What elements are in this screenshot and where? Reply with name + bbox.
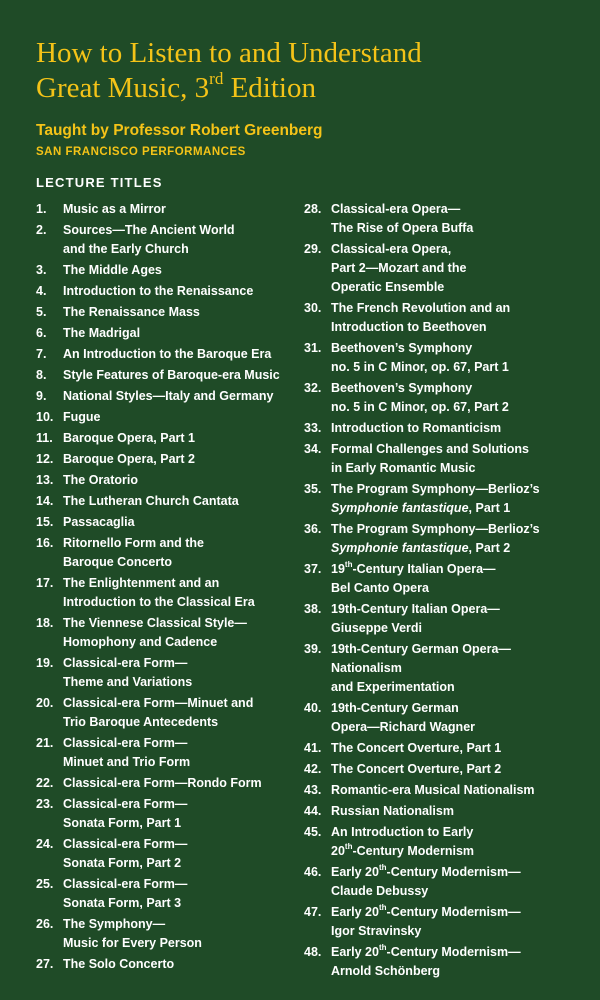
lecture-number: 42. [304, 762, 322, 776]
lecture-item [36, 492, 296, 511]
lecture-number: 5. [36, 305, 47, 319]
lecture-title: The Program Symphony—Berlioz’s [331, 482, 540, 496]
lecture-title [331, 560, 594, 579]
lecture-item [304, 739, 594, 758]
lecture-title-cont: Homophony and Cadence [63, 635, 218, 649]
lecture-title: Classical-era Form— [63, 797, 188, 811]
lecture-number: 48. [304, 945, 322, 959]
lecture-item [304, 339, 594, 377]
lecture-number: 32. [304, 381, 322, 395]
lecture-title-cont: Arnold Schönberg [331, 964, 441, 978]
lecture-title: Classical-era Form—Rondo Form [63, 776, 262, 790]
lecture-title: 19th-Century German [331, 701, 459, 715]
lecture-title-cont: The Rise of Opera Buffa [331, 221, 474, 235]
lecture-item [36, 774, 296, 793]
lecture-title-cont: Sonata Form, Part 2 [63, 856, 182, 870]
lecture-item [36, 221, 296, 259]
lecture-title: Classical-era Form— [63, 877, 188, 891]
lecture-title: The Oratorio [63, 473, 139, 487]
lecture-title-cont: no. 5 in C Minor, op. 67, Part 2 [331, 400, 509, 414]
lecture-number: 44. [304, 804, 322, 818]
lecture-number: 16. [36, 536, 54, 550]
lecture-list-right [304, 200, 594, 983]
lecture-title: The Viennese Classical Style— [63, 616, 247, 630]
course-title-line-2: Great Music, 3 [36, 72, 210, 104]
title-part: Early 20 [331, 945, 379, 959]
lecture-number: 20. [36, 696, 54, 710]
lecture-title: Passacaglia [63, 515, 135, 529]
lecture-title: Formal Challenges and Solutions [331, 442, 529, 456]
lecture-title: Classical-era Form— [63, 837, 188, 851]
title-part: -Century Modernism— [386, 905, 521, 919]
lecture-title: Classical-era Form—Minuet and [63, 696, 254, 710]
lecture-title-cont: Operatic Ensemble [331, 280, 445, 294]
lecture-item [304, 379, 594, 417]
lecture-title-cont: and the Early Church [63, 242, 189, 256]
lecture-number: 24. [36, 837, 54, 851]
lecture-number: 12. [36, 452, 54, 466]
ordinal-superscript: th [344, 559, 353, 569]
lecture-title-cont: Sonata Form, Part 1 [63, 816, 182, 830]
lecture-item [304, 760, 594, 779]
lecture-number: 39. [304, 642, 322, 656]
lecture-number: 38. [304, 602, 322, 616]
lecture-number: 37. [304, 562, 322, 576]
lecture-title-cont: Minuet and Trio Form [63, 755, 191, 769]
lecture-item [304, 520, 594, 558]
lecture-title: Classical-era Form— [63, 656, 188, 670]
lecture-title: Baroque Opera, Part 2 [63, 452, 195, 466]
lecture-item [304, 943, 594, 981]
lecture-item [304, 480, 594, 518]
lecture-item [304, 240, 594, 297]
lecture-item [304, 802, 594, 821]
title-part: 20 [331, 844, 345, 858]
lecture-title-cont: Opera—Richard Wagner [331, 720, 476, 734]
lecture-number: 19. [36, 656, 54, 670]
lecture-item [36, 408, 296, 427]
lecture-number: 8. [36, 368, 47, 382]
lecture-title: Classical-era Opera— [331, 202, 461, 216]
lecture-title: An Introduction to the Baroque Era [63, 347, 272, 361]
course-title-line-2-end: Edition [223, 72, 316, 104]
lecture-title: 19th-Century Italian Opera— [331, 602, 500, 616]
lecture-item [36, 200, 296, 219]
work-title-italic: Symphonie fantastique [331, 541, 469, 555]
lecture-item [304, 699, 594, 737]
lecture-number: 31. [304, 341, 322, 355]
lecture-title-cont: Igor Stravinsky [331, 924, 422, 938]
lecture-title: Romantic-era Musical Nationalism [331, 783, 535, 797]
lecture-item [304, 299, 594, 337]
lecture-title: Fugue [63, 410, 101, 424]
lecture-item [36, 471, 296, 490]
lecture-title-cont [331, 539, 594, 558]
lecture-title-cont: Trio Baroque Antecedents [63, 715, 219, 729]
lecture-number: 7. [36, 347, 47, 361]
lecture-title: The Concert Overture, Part 1 [331, 741, 502, 755]
lecture-title: The Program Symphony—Berlioz’s [331, 522, 540, 536]
lecture-title-cont: Music for Every Person [63, 936, 202, 950]
lecture-title: Style Features of Baroque-era Music [63, 368, 280, 382]
lecture-item [304, 440, 594, 478]
lecture-item [36, 261, 296, 280]
lecture-number: 41. [304, 741, 322, 755]
lecture-item [304, 781, 594, 800]
lecture-number: 40. [304, 701, 322, 715]
lecture-number: 17. [36, 576, 54, 590]
lecture-number: 33. [304, 421, 322, 435]
lecture-number: 34. [304, 442, 322, 456]
lecture-title-cont: Nationalism [331, 661, 402, 675]
work-title-italic: Symphonie fantastique [331, 501, 469, 515]
lecture-item [36, 574, 296, 612]
lecture-item [36, 366, 296, 385]
lecture-title-rest: , Part 1 [468, 501, 511, 515]
course-title-line-1: How to Listen to and Understand [36, 37, 422, 69]
lecture-item [36, 387, 296, 406]
lecture-title [331, 863, 594, 882]
lecture-item [36, 614, 296, 652]
lecture-title [331, 903, 594, 922]
lecture-title-cont: Giuseppe Verdi [331, 621, 423, 635]
lecture-title: The Madrigal [63, 326, 141, 340]
lecture-number: 6. [36, 326, 47, 340]
lecture-title-cont: Baroque Concerto [63, 555, 173, 569]
lecture-title: 19th-Century German Opera— [331, 642, 511, 656]
lecture-item [36, 345, 296, 364]
title-part: -Century Modernism— [386, 945, 521, 959]
title-part: -Century Italian Opera— [352, 562, 496, 576]
lecture-item [36, 875, 296, 913]
lecture-item [304, 200, 594, 238]
lecture-number: 10. [36, 410, 54, 424]
lecture-number: 28. [304, 202, 322, 216]
lecture-title-cont: Part 2—Mozart and the [331, 261, 467, 275]
lecture-title: The Middle Ages [63, 263, 162, 277]
lecture-number: 47. [304, 905, 322, 919]
title-part: -Century Modernism— [386, 865, 521, 879]
lecture-item [304, 600, 594, 638]
lecture-title: Classical-era Form— [63, 736, 188, 750]
lecture-title: The French Revolution and an [331, 301, 511, 315]
lecture-number: 18. [36, 616, 54, 630]
course-title [36, 36, 576, 106]
venue-label: SAN FRANCISCO PERFORMANCES [36, 146, 246, 158]
lecture-title-rest: , Part 2 [468, 541, 511, 555]
lecture-item [304, 560, 594, 598]
lecture-item [36, 534, 296, 572]
lecture-number: 35. [304, 482, 322, 496]
lecture-title: An Introduction to Early [331, 825, 474, 839]
lecture-title: The Symphony— [63, 917, 166, 931]
lecture-number: 13. [36, 473, 54, 487]
lecture-item [36, 450, 296, 469]
lecture-number: 45. [304, 825, 322, 839]
lecture-item [36, 915, 296, 953]
title-part: Early 20 [331, 865, 379, 879]
lecture-item [36, 324, 296, 343]
course-title-superscript: rd [209, 69, 224, 89]
lecture-title: The Enlightenment and an [63, 576, 220, 590]
lecture-title-cont: Claude Debussy [331, 884, 429, 898]
lecture-title: Classical-era Opera, [331, 242, 452, 256]
lecture-title: Music as a Mirror [63, 202, 166, 216]
lecture-number: 4. [36, 284, 47, 298]
lecture-number: 30. [304, 301, 322, 315]
lecture-title: Beethoven’s Symphony [331, 381, 473, 395]
lecture-title: Baroque Opera, Part 1 [63, 431, 195, 445]
ordinal-superscript: th [344, 841, 353, 851]
lecture-item [36, 429, 296, 448]
lecture-item [36, 734, 296, 772]
lecture-title-cont: Sonata Form, Part 3 [63, 896, 182, 910]
lecture-number: 43. [304, 783, 322, 797]
lecture-item [304, 419, 594, 438]
lecture-item [304, 640, 594, 697]
lecture-title: The Concert Overture, Part 2 [331, 762, 502, 776]
lecture-number: 9. [36, 389, 47, 403]
lecture-item [36, 694, 296, 732]
lecture-title: The Lutheran Church Cantata [63, 494, 239, 508]
lecture-title-cont [331, 842, 594, 861]
lecture-item [36, 513, 296, 532]
lecture-title-cont: in Early Romantic Music [331, 461, 476, 475]
title-part: -Century Modernism [352, 844, 475, 858]
lecture-item [36, 654, 296, 692]
lecture-title-cont: Bel Canto Opera [331, 581, 429, 595]
lecture-number: 21. [36, 736, 54, 750]
lecture-number: 11. [36, 431, 53, 445]
lecture-title: Introduction to the Renaissance [63, 284, 254, 298]
title-part: 19 [331, 562, 345, 576]
lecture-title-cont: no. 5 in C Minor, op. 67, Part 1 [331, 360, 509, 374]
lecture-number: 14. [36, 494, 54, 508]
lecture-item [304, 903, 594, 941]
lecture-number: 26. [36, 917, 54, 931]
lecture-title-cont: Introduction to the Classical Era [63, 595, 255, 609]
lecture-number: 29. [304, 242, 322, 256]
lecture-title: The Renaissance Mass [63, 305, 200, 319]
lecture-title: Ritornello Form and the [63, 536, 204, 550]
lecture-number: 22. [36, 776, 54, 790]
lecture-title: Beethoven’s Symphony [331, 341, 473, 355]
lecture-title: Introduction to Romanticism [331, 421, 502, 435]
lecture-item [36, 835, 296, 873]
lecture-list-left [36, 200, 296, 976]
lecture-title-cont: Theme and Variations [63, 675, 193, 689]
lecture-number: 15. [36, 515, 54, 529]
lecture-number: 1. [36, 202, 47, 216]
lecture-title: National Styles—Italy and Germany [63, 389, 274, 403]
lecture-title-cont [331, 499, 594, 518]
lecture-number: 23. [36, 797, 54, 811]
lecture-number: 25. [36, 877, 54, 891]
professor-credit: Taught by Professor Robert Greenberg [36, 122, 323, 139]
ordinal-superscript: th [378, 942, 387, 952]
lecture-item [304, 823, 594, 861]
lecture-number: 46. [304, 865, 322, 879]
title-part: Early 20 [331, 905, 379, 919]
lecture-title: Sources—The Ancient World [63, 223, 235, 237]
lecture-item [36, 795, 296, 833]
lecture-number: 27. [36, 957, 54, 971]
lecture-item [36, 282, 296, 301]
lecture-title: Russian Nationalism [331, 804, 454, 818]
lecture-title-cont: Introduction to Beethoven [331, 320, 487, 334]
ordinal-superscript: th [378, 862, 387, 872]
lecture-title-cont: and Experimentation [331, 680, 455, 694]
lecture-item [304, 863, 594, 901]
lecture-title: The Solo Concerto [63, 957, 175, 971]
lecture-title [331, 943, 594, 962]
lecture-number: 2. [36, 223, 47, 237]
lecture-titles-heading: LECTURE TITLES [36, 175, 163, 190]
lecture-number: 36. [304, 522, 322, 536]
lecture-number: 3. [36, 263, 47, 277]
lecture-item [36, 303, 296, 322]
lecture-item [36, 955, 296, 974]
ordinal-superscript: th [378, 902, 387, 912]
